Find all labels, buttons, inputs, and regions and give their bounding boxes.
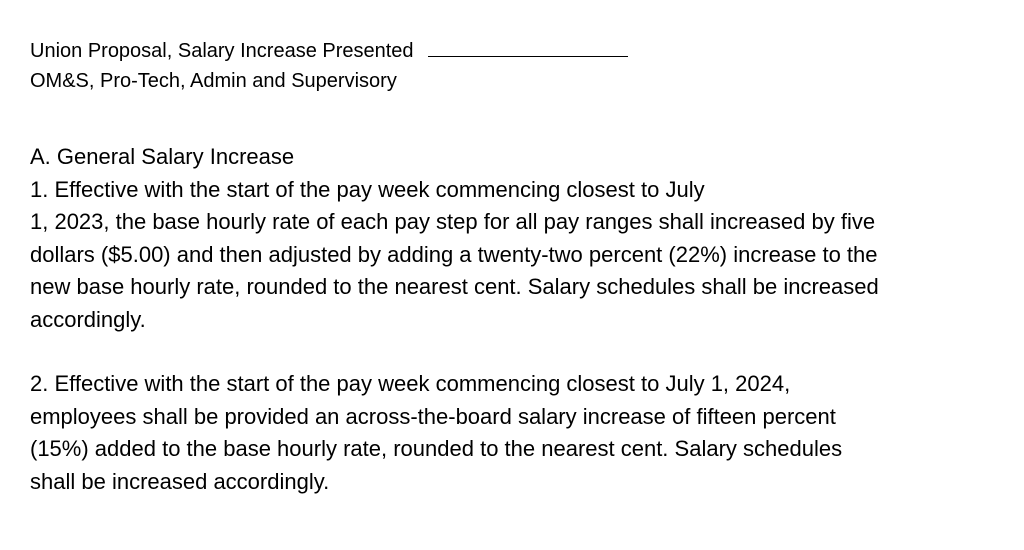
item1-line-3: dollars ($5.00) and then adjusted by adding a twenty-two percent (22%) increase to the: [30, 241, 878, 267]
section-heading: A. General Salary Increase: [30, 144, 295, 169]
item2-line-3: (15%) added to the base hourly rate, rounded to the nearest cent. Salary schedules: [30, 436, 843, 461]
paragraph-item-1: [30, 174, 1005, 337]
document-body: [30, 141, 1005, 498]
proposal-title: Union Proposal, Salary Increase Presented: [30, 40, 414, 62]
document-header: [30, 36, 628, 96]
header-line-1: [30, 36, 628, 66]
item2-line-2: employees shall be provided an across-the-board salary increase of fifteen percent: [30, 403, 836, 429]
item2-line-1: 2. Effective with the start of the pay week commencing closest to July 1, 2024,: [30, 371, 791, 396]
paragraph-gap: [30, 336, 1005, 368]
item1-line-2: 1, 2023, the base hourly rate of each pay step for all pay ranges shall increased by five: [30, 209, 876, 234]
paragraph-item-2: [30, 368, 1005, 498]
item1-line-5: accordingly.: [30, 306, 146, 332]
item2-line-4: shall be increased accordingly.: [30, 468, 330, 494]
header-line-2: OM&S, Pro-Tech, Admin and Supervisory: [30, 70, 397, 92]
item1-line-4: new base hourly rate, rounded to the nearest cent. Salary schedules shall be increased: [30, 274, 879, 299]
presented-date-blank: [428, 38, 628, 57]
item1-line-1: 1. Effective with the start of the pay week commencing closest to July: [30, 176, 705, 202]
